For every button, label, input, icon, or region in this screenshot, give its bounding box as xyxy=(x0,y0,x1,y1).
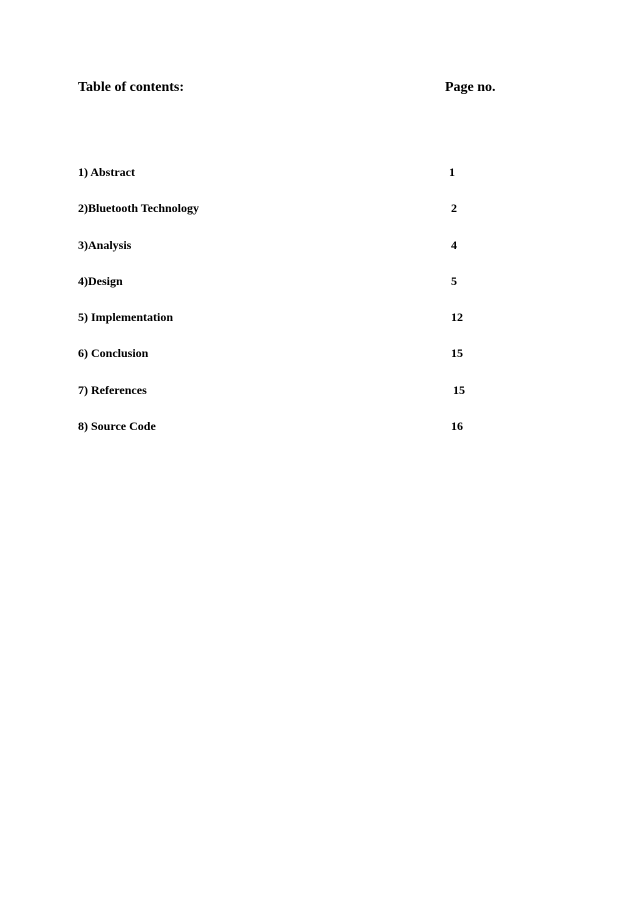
toc-entry-title: 4)Design xyxy=(78,273,123,288)
toc-entry-title: 8) Source Code xyxy=(78,419,156,434)
toc-heading: Table of contents: xyxy=(78,80,185,95)
toc-entry-title: 7) References xyxy=(78,382,147,397)
toc-entry xyxy=(78,272,498,308)
toc-entry-page: 4 xyxy=(451,237,457,252)
toc-entry-page: 1 xyxy=(449,165,455,179)
toc-entry xyxy=(78,344,498,380)
toc-entry-page: 5 xyxy=(451,273,457,288)
toc-entry xyxy=(78,308,498,344)
toc-entry xyxy=(78,199,498,235)
toc-entry xyxy=(78,381,498,417)
toc-entry-page: 15 xyxy=(453,382,465,397)
toc-heading-row xyxy=(78,78,518,98)
toc-entry xyxy=(78,163,498,199)
toc-entry-title: 5) Implementation xyxy=(78,310,173,325)
toc-entry-title: 3)Analysis xyxy=(78,237,132,252)
toc-entry-page: 15 xyxy=(451,346,463,361)
toc-entry-title: 6) Conclusion xyxy=(78,346,149,361)
toc-entry xyxy=(78,417,498,453)
toc-entry-page: 12 xyxy=(451,310,463,325)
page-number-heading: Page no. xyxy=(445,80,496,95)
toc-entry-title: 2)Bluetooth Technology xyxy=(78,201,200,216)
toc-list xyxy=(78,163,498,453)
toc-entry-page: 2 xyxy=(451,201,457,216)
toc-entry xyxy=(78,236,498,272)
toc-entry-title: 1) Abstract xyxy=(78,165,135,179)
toc-entry-page: 16 xyxy=(451,419,463,434)
